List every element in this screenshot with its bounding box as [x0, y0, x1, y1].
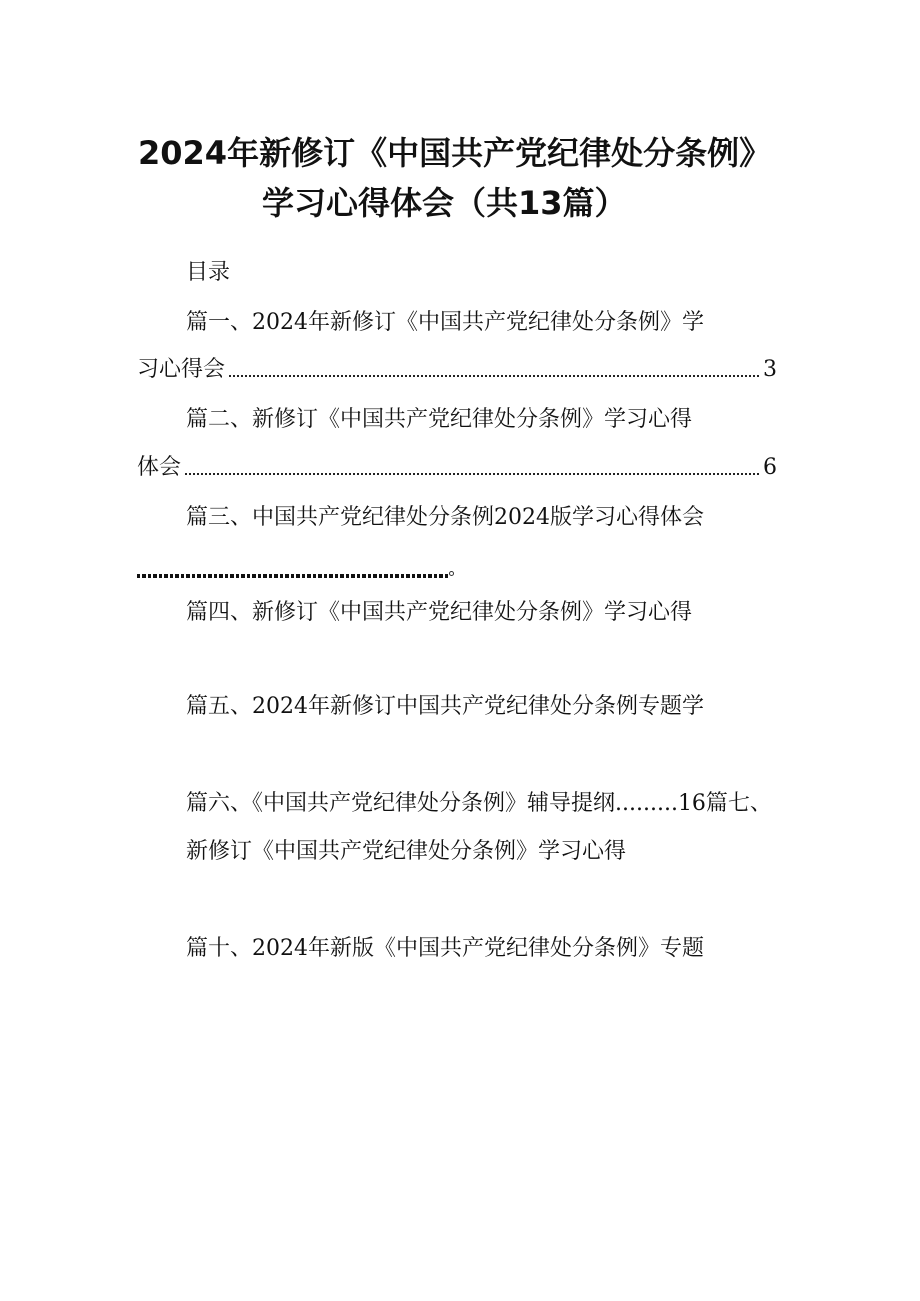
toc-entry-3-line-1[interactable]: 篇三、中国共产党纪律处分条例2024版学习心得体会: [186, 505, 704, 530]
toc-entry-1-dot-leader: [229, 374, 759, 377]
toc-entry-1-page-number: 3: [763, 357, 777, 382]
toc-heading: 目录: [186, 260, 231, 285]
toc-entry-2-leader-row[interactable]: [137, 453, 777, 483]
toc-entry-3-leader-end-mark: [449, 571, 454, 576]
document-title-line-1: 2024年新修订《中国共产党纪律处分条例》: [138, 134, 772, 172]
toc-entry-4-line-1[interactable]: 篇四、新修订《中国共产党纪律处分条例》学习心得: [186, 600, 693, 625]
toc-entry-5-line-1[interactable]: 篇五、2024年新修订中国共产党纪律处分条例专题学: [186, 694, 704, 719]
toc-entry-2-line-2: 体会: [137, 455, 182, 480]
toc-entry-1-line-1[interactable]: 篇一、2024年新修订《中国共产党纪律处分条例》学: [186, 310, 704, 335]
toc-entry-7-line-1[interactable]: 篇十、2024年新版《中国共产党纪律处分条例》专题: [186, 936, 704, 961]
toc-entry-6-line-1[interactable]: 篇六、《中国共产党纪律处分条例》辅导提纲.........16篇七、: [186, 791, 772, 816]
toc-entry-6-line-2[interactable]: 新修订《中国共产党纪律处分条例》学习心得: [186, 839, 627, 864]
toc-entry-3-broken-leader: [137, 574, 449, 578]
document-title-line-2: 学习心得体会（共13篇）: [262, 184, 627, 222]
toc-entry-1-leader-row[interactable]: [137, 355, 777, 385]
toc-entry-2-line-1[interactable]: 篇二、新修订《中国共产党纪律处分条例》学习心得: [186, 407, 693, 432]
toc-entry-2-page-number: 6: [763, 455, 777, 480]
toc-entry-2-dot-leader: [185, 472, 759, 475]
toc-entry-1-line-2: 习心得会: [137, 357, 226, 382]
